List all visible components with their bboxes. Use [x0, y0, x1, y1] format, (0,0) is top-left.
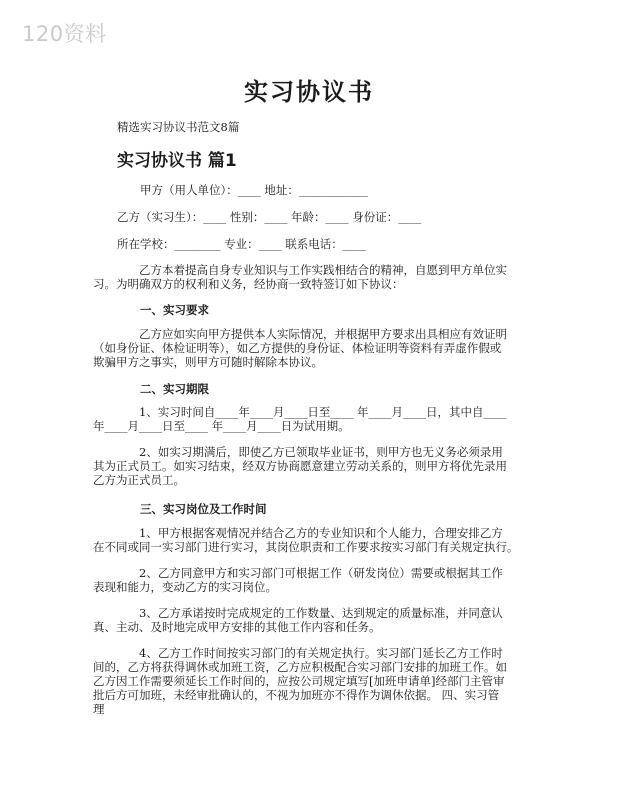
- paragraph-line: 年____月____日至____ 年____月____日为试用期。: [93, 419, 350, 433]
- paragraph-line: 乙方因工作需要须延长工作时间的，应按公司规定填写[加班申请单]经部门主管审: [93, 674, 505, 688]
- party-b-field: 乙方（实习生）：____ 性别：____ 年龄：____ 身份证：____: [117, 210, 422, 224]
- position-paragraph-3: [93, 606, 533, 634]
- watermark-logo: 120资料: [22, 22, 107, 46]
- paragraph-line: 1、甲方根据客观情况并结合乙方的专业知识和个人能力，合理安排乙方: [139, 526, 503, 540]
- paragraph-line: 理: [93, 702, 105, 716]
- position-paragraph-2: [93, 566, 533, 594]
- preamble-line: 乙方本着提高自身专业知识与工作实践相结合的精神，自愿到甲方单位实: [139, 263, 507, 277]
- document-title: 实习协议书: [244, 78, 374, 106]
- paragraph-line: （如身份证、体检证明等），如乙方提供的身份证、体检证明等资料有弄虚作假或: [93, 341, 502, 355]
- paragraph-line: 批后方可加班，未经审批确认的，不视为加班亦不得作为调休依据。 四、实习管: [93, 688, 500, 702]
- requirements-paragraph: [93, 327, 533, 369]
- school-field: 所在学校：________ 专业：____ 联系电话：____: [117, 237, 366, 251]
- paragraph-line: 3、乙方承诺按时完成规定的工作数量、达到规定的质量标准，并同意认: [139, 606, 503, 620]
- paragraph-line: 在不同或同一实习部门进行实习，其岗位职责和工作要求按实习部门有关规定执行。: [93, 540, 519, 554]
- paragraph-line: 乙方应如实向甲方提供本人实际情况，并根据甲方要求出具相应有效证明: [139, 327, 507, 341]
- party-a-field: 甲方（用人单位）：____ 地址：____________: [140, 183, 368, 197]
- paragraph-line: 2、如实习期满后，即使乙方已领取毕业证书，则甲方也无义务必须录用: [139, 445, 503, 459]
- paragraph-line: 乙方为正式员工。: [93, 473, 185, 487]
- period-paragraph-1: [93, 405, 533, 433]
- paragraph-line: 其为正式员工。如实习结束，经双方协商愿意建立劳动关系的，则甲方将优先录用: [93, 459, 507, 473]
- paragraph-line: 欺骗甲方之事实，则甲方可随时解除本协议。: [93, 355, 323, 369]
- preamble-paragraph: [93, 263, 533, 291]
- position-paragraph-4: [93, 646, 533, 716]
- paragraph-line: 表现和能力，变动乙方的实习岗位。: [93, 580, 277, 594]
- section-heading-position: 三、实习岗位及工作时间: [140, 502, 267, 516]
- section-heading-requirements: 一、实习要求: [140, 303, 209, 317]
- section-subtitle: 实习协议书 篇1: [117, 151, 237, 171]
- paragraph-line: 真、主动、及时地完成甲方安排的其他工作内容和任务。: [93, 620, 381, 634]
- preamble-line: 习。为明确双方的权利和义务，经协商一致特签订如下协议：: [93, 277, 404, 291]
- paragraph-line: 4、乙方工作时间按实习部门的有关规定执行。实习部门延长乙方工作时: [139, 646, 503, 660]
- paragraph-line: 1、实习时间自____年____月____日至____ 年____月____日，其中自____: [139, 405, 507, 419]
- paragraph-line: 间的，乙方将获得调休或加班工资，乙方应积极配合实习部门安排的加班工作。如: [93, 660, 507, 674]
- period-paragraph-2: [93, 445, 533, 487]
- position-paragraph-1: [93, 526, 533, 554]
- paragraph-line: 2、乙方同意甲方和实习部门可根据工作（研发岗位）需要或根据其工作: [139, 566, 503, 580]
- intro-text: 精选实习协议书范文8篇: [117, 120, 240, 134]
- section-heading-period: 二、实习期限: [140, 382, 209, 396]
